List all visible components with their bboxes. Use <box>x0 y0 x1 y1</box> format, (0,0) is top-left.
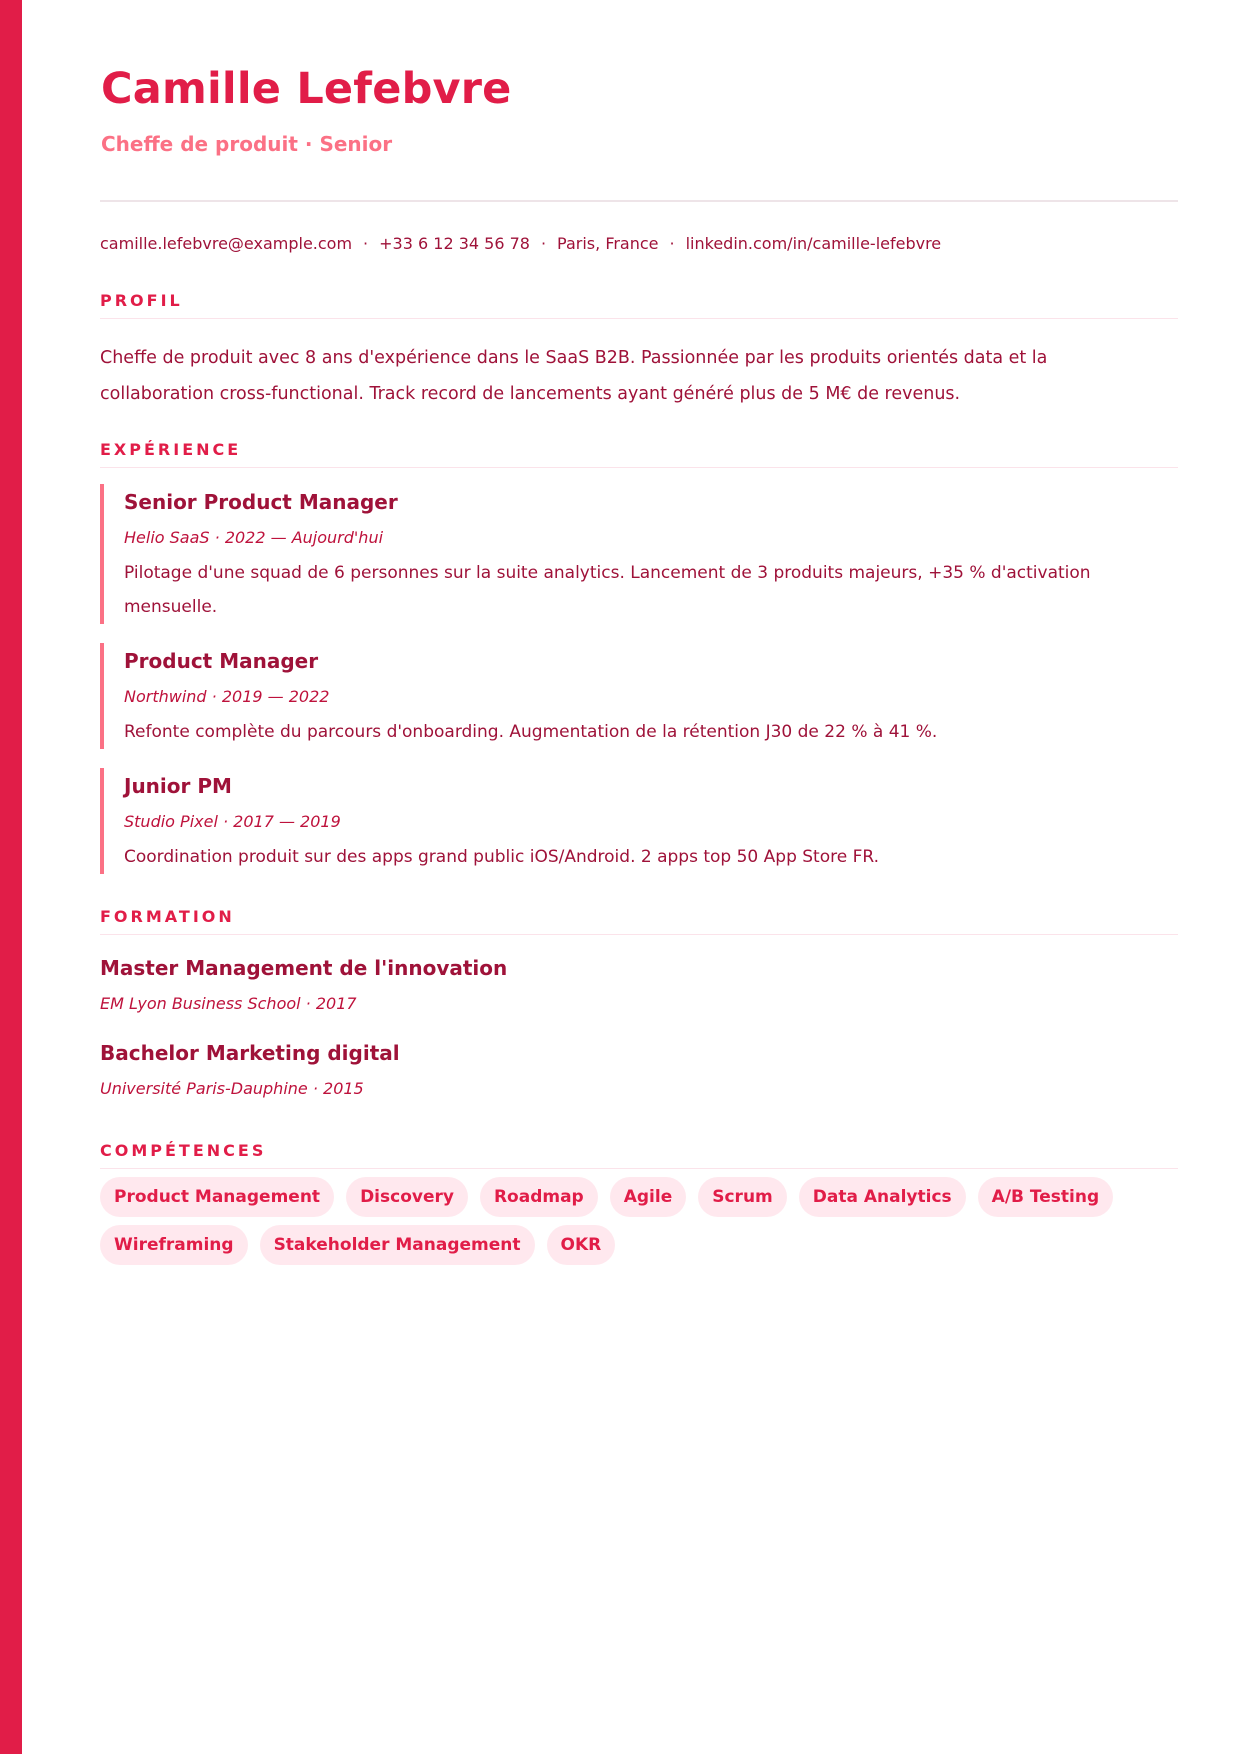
contact-phone[interactable]: +33 6 12 34 56 78 <box>379 234 530 253</box>
candidate-subtitle: Cheffe de produit · Senior <box>101 132 393 156</box>
candidate-name: Camille Lefebvre <box>101 64 512 114</box>
job-title: Junior PM <box>124 774 232 798</box>
education-title: Bachelor Marketing digital <box>100 1041 400 1065</box>
accent-bar <box>0 0 22 1754</box>
job-meta: Studio Pixel · 2017 — 2019 <box>124 812 341 831</box>
education-title: Master Management de l'innovation <box>100 956 508 980</box>
skill-chip: Wireframing <box>100 1225 248 1265</box>
skill-chip: Discovery <box>346 1177 468 1217</box>
experience-item <box>100 643 1178 749</box>
section-title-profile: PROFIL <box>100 291 183 310</box>
job-meta: Helio SaaS · 2022 — Aujourd'hui <box>124 528 384 547</box>
skill-chip: Agile <box>610 1177 687 1217</box>
skill-chip: Stakeholder Management <box>260 1225 535 1265</box>
contact-separator: · <box>669 234 675 253</box>
education-item <box>100 956 507 1013</box>
skill-chip: A/B Testing <box>978 1177 1113 1217</box>
contact-email[interactable]: camille.lefebvre@example.com <box>100 234 353 253</box>
education-meta: Université Paris-Dauphine · 2015 <box>100 1079 364 1098</box>
skill-chip: Scrum <box>698 1177 787 1217</box>
skills-list <box>100 1177 1120 1265</box>
contact-separator: · <box>363 234 369 253</box>
contact-location: Paris, France <box>557 234 659 253</box>
experience-item <box>100 484 1178 624</box>
skill-chip: Roadmap <box>480 1177 598 1217</box>
contact-linkedin[interactable]: linkedin.com/in/camille-lefebvre <box>685 234 942 253</box>
job-description: Coordination produit sur des apps grand public iOS/Android. 2 apps top 50 App Store FR. <box>124 847 879 867</box>
section-divider <box>100 318 1178 319</box>
contact-line <box>100 234 941 253</box>
header-divider <box>100 200 1178 202</box>
job-description: Refonte complète du parcours d'onboarding. Augmentation de la rétention J30 de 22 % à 41 %. <box>124 722 938 742</box>
job-description: Pilotage d'une squad de 6 personnes sur la suite analytics. Lancement de 3 produits majeurs, +35 % d'activation mensuelle. <box>124 563 1091 617</box>
skill-chip: Data Analytics <box>799 1177 966 1217</box>
contact-separator: · <box>540 234 547 253</box>
section-title-skills: COMPÉTENCES <box>100 1141 267 1160</box>
education-item <box>100 1041 400 1098</box>
skill-chip: Product Management <box>100 1177 334 1217</box>
section-title-education: FORMATION <box>100 907 235 926</box>
job-title: Product Manager <box>124 649 319 673</box>
job-title: Senior Product Manager <box>124 490 398 514</box>
skill-chip: OKR <box>547 1225 616 1265</box>
section-title-experience: EXPÉRIENCE <box>100 440 242 459</box>
section-divider <box>100 467 1178 468</box>
education-meta: EM Lyon Business School · 2017 <box>100 994 357 1013</box>
experience-item <box>100 768 1178 874</box>
profile-text: Cheffe de produit avec 8 ans d'expérience dans le SaaS B2B. Passionnée par les produits orientés data et la collaboration cross-functional. Track record de lancements ayant généré plus de 5 M€ de revenus. <box>100 348 1048 404</box>
job-meta: Northwind · 2019 — 2022 <box>124 687 330 706</box>
section-divider <box>100 934 1178 935</box>
section-divider <box>100 1168 1178 1169</box>
